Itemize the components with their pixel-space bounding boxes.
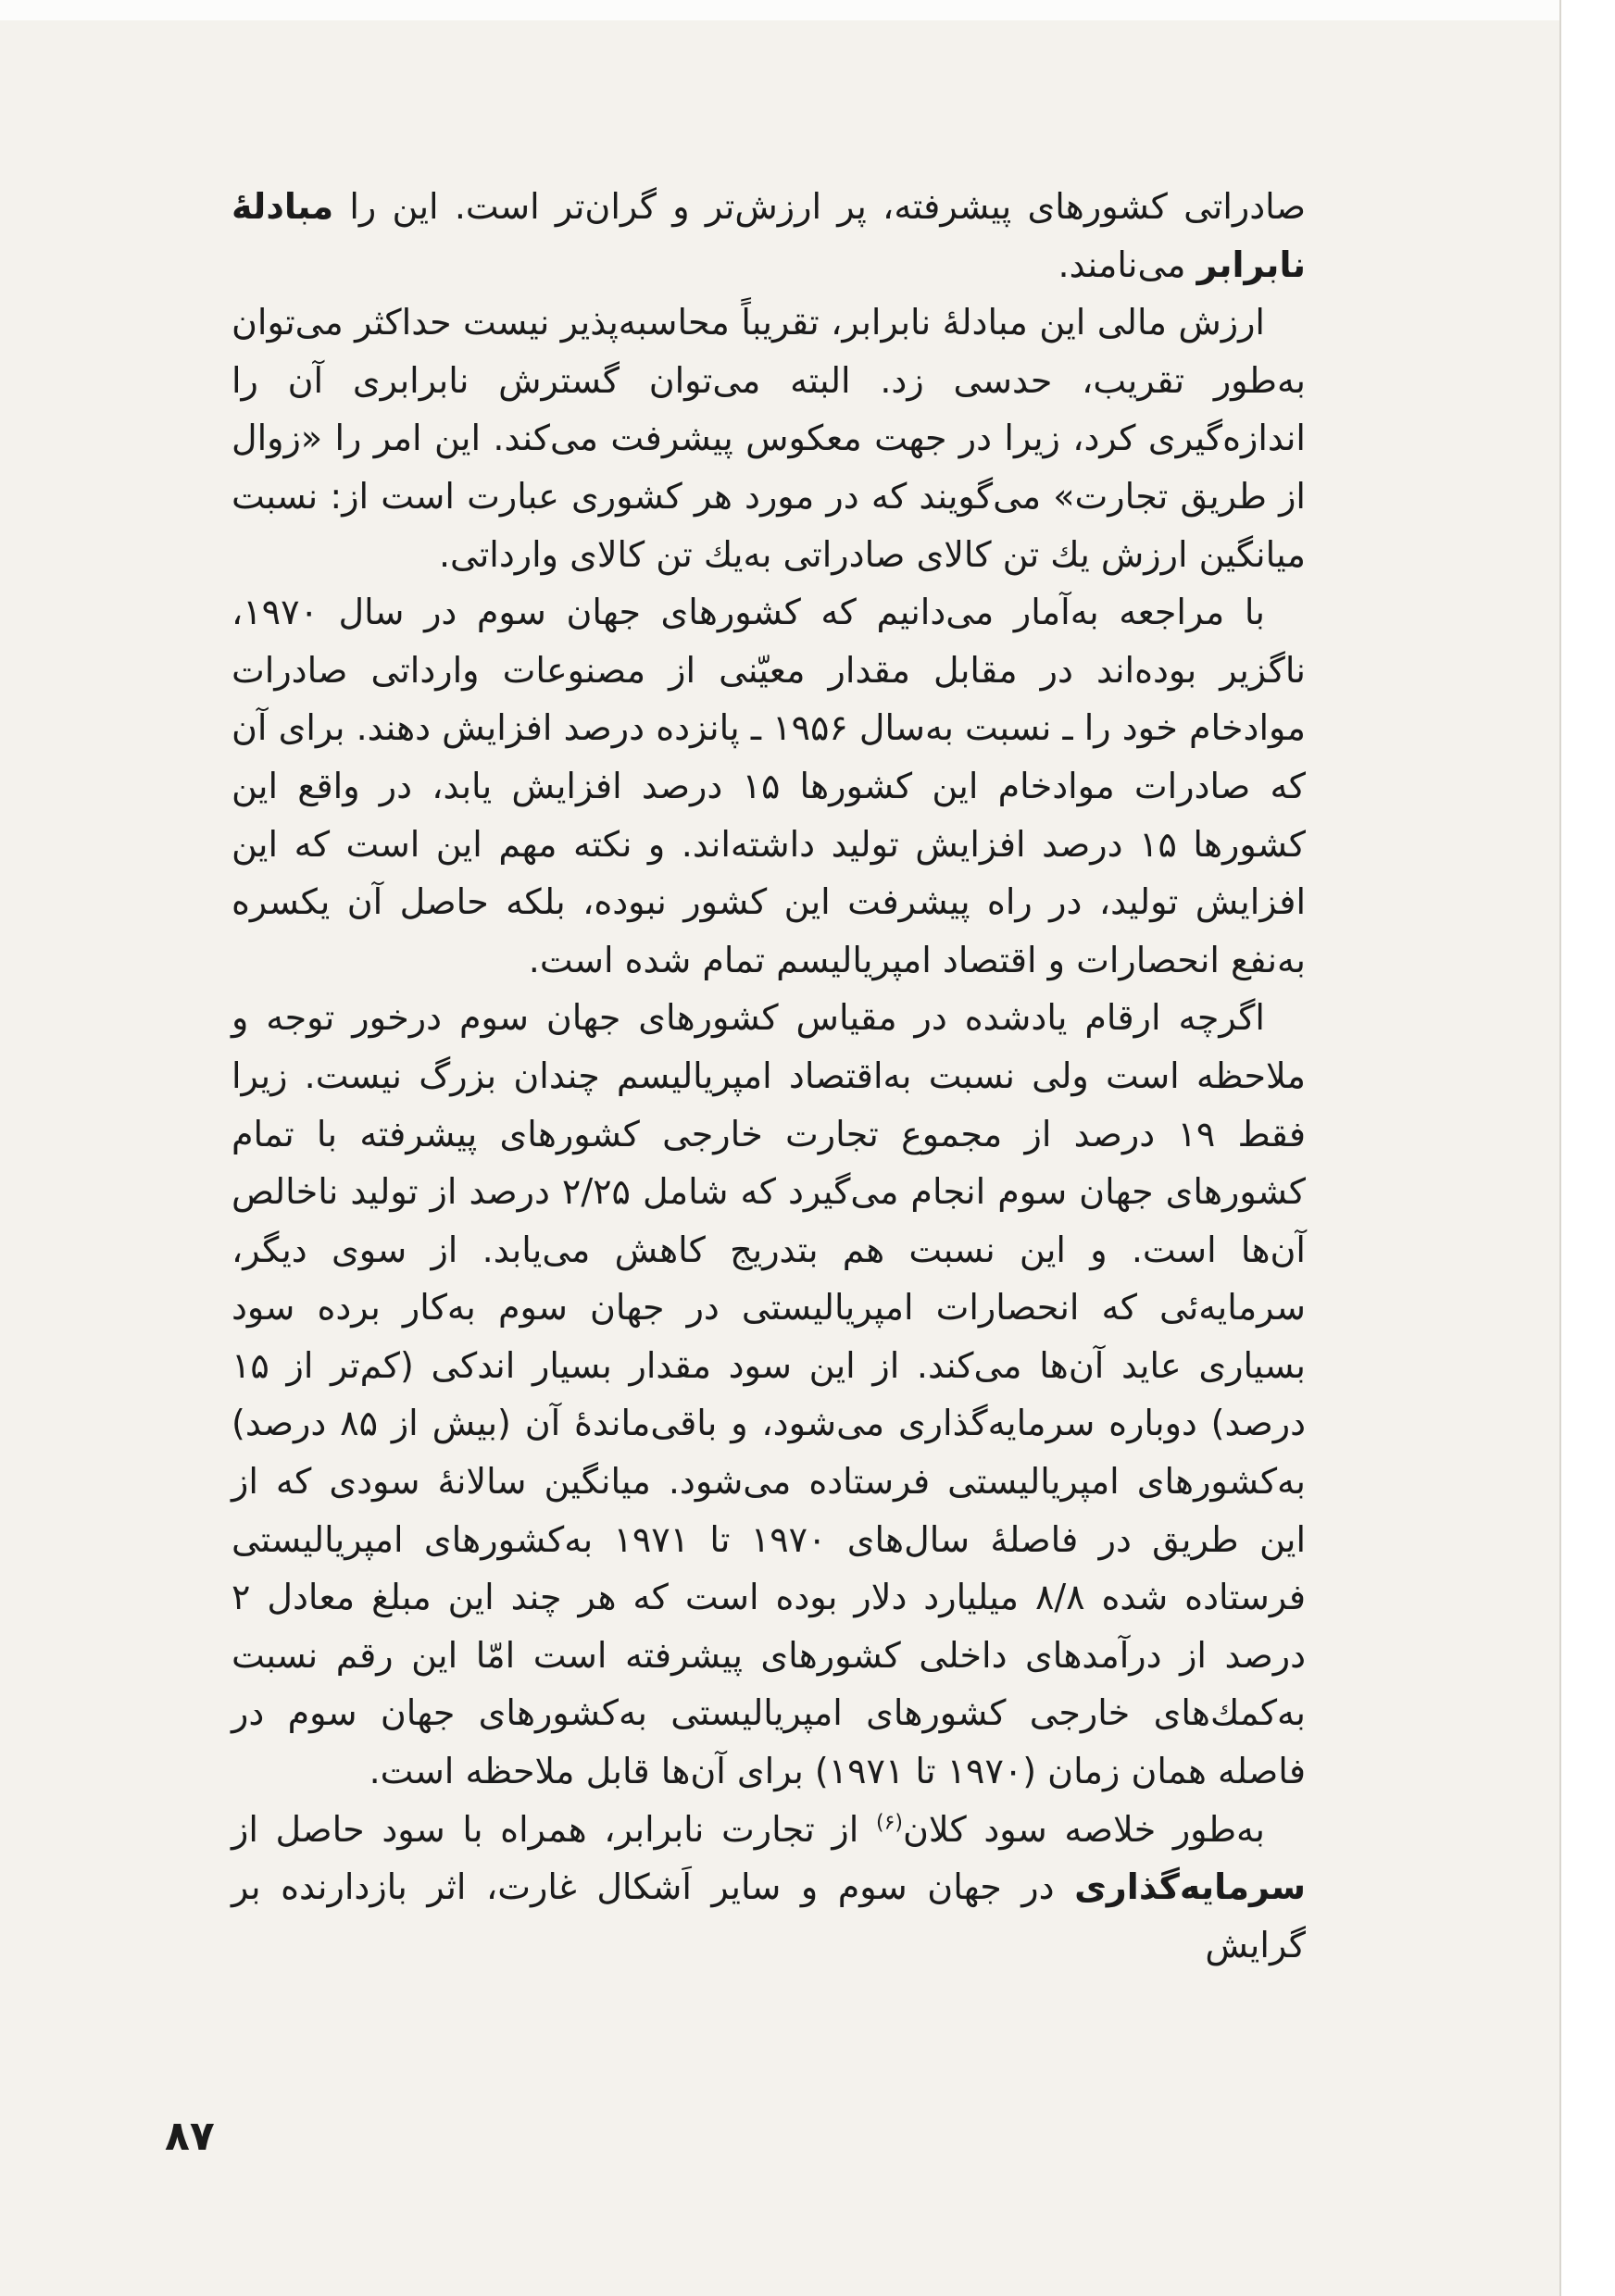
paragraph-2-text: ارزش مالی این مبادلهٔ نابرابر، تقریباً محاسبه‌پذیر نیست حداکثر می‌توان به‌طور تقریب، حدسی زد. البته می‌توان گسترش نابرابری آن را اندازه‌گیری کرد، زیرا در جهت معکوس پیشرفت می‌کند. این امر را «زوال از طریق تجارت» می‌گویند که در مورد هر کشوری عبارت است از: نسبت میانگین ارزش یك تن کالای صادراتی به‌یك تن کالای وارداتی. <box>232 302 1306 575</box>
paragraph-5-text-c: در جهان سوم و سایر اَشکال غارت، اثر بازدارنده بر گرایش <box>232 1866 1306 1965</box>
paragraph-5 <box>232 1801 1306 1975</box>
body-text <box>232 178 1306 1974</box>
term-unequal-exchange: مبادلهٔ نابرابر <box>232 186 1306 285</box>
term-investment: سرمایه‌گذاری <box>1074 1866 1306 1908</box>
paragraph-5-text-a: به‌طور خلاصه سود کلان <box>903 1808 1266 1850</box>
paragraph-1-text-b: می‌نامند. <box>1058 243 1197 285</box>
paragraph-5-text-b: از تجارت نابرابر، همراه با سود حاصل از <box>232 1808 876 1850</box>
paragraph-2 <box>232 293 1306 583</box>
footnote-marker[interactable]: (۶) <box>876 1810 904 1834</box>
paragraph-4-text: اگرچه ارقام یادشده در مقیاس کشورهای جهان سوم درخور توجه و ملاحظه است ولی نسبت به‌اقتصاد امپریالیسم چندان بزرگ نیست. زیرا فقط ۱۹ درصد از مجموع تجارت خارجی کشورهای پیشرفته با تمام کشورهای جهان سوم انجام می‌گیرد که شامل ۲/۲۵ درصد از تولید ناخالص آن‌ها است. و این نسبت هم بتدریج کاهش می‌یابد. از سوی دیگر، سرمایه‌ئی که انحصارات امپریالیستی در جهان سوم به‌کار برده سود بسیاری عاید آن‌ها می‌کند. از این سود مقدار بسیار اندکی (کم‌تر از ۱۵ درصد) دوباره سرمایه‌گذاری می‌شود، و باقی‌ماندهٔ آن (بیش از ۸۵ درصد) به‌کشورهای امپریالیستی فرستاده می‌شود. میانگین سالانهٔ سودی که از این طریق در فاصلهٔ سال‌های ۱۹۷۰ تا ۱۹۷۱ به‌کشورهای امپریالیستی فرستاده شده ۸/۸ میلیارد دلار بوده است که هر چند این مبلغ معادل ۲ درصد از درآمدهای داخلی کشورهای پیشرفته است امّا این رقم نسبت به‌کمك‌های خارجی کشورهای امپریالیستی به‌کشورهای جهان سوم در فاصله همان زمان (۱۹۷۰ تا ۱۹۷۱) برای آن‌ها قابل ملاحظه است. <box>232 997 1307 1792</box>
paragraph-4 <box>232 989 1306 1800</box>
scan-top-edge <box>0 0 1615 20</box>
paragraph-3-text: با مراجعه به‌آمار می‌دانیم که کشورهای جهان سوم در سال ۱۹۷۰، ناگزیر بوده‌اند در مقابل مقدار معیّنی از مصنوعات وارداتی صادرات موادخام خود را ـ نسبت به‌سال ۱۹۵۶ ـ پانزده درصد افزایش دهند. برای آن که صادرات موادخام این کشورها ۱۵ درصد افزایش یابد، در واقع این کشورها ۱۵ درصد افزایش تولید داشته‌اند. و نکته مهم این است که این افزایش تولید، در راه پیشرفت این کشور نبوده، بلکه حاصل آن یکسره به‌نفع انحصارات و اقتصاد امپریالیسم تمام شده است. <box>232 592 1307 980</box>
paragraph-1 <box>232 178 1306 293</box>
scan-right-margin <box>1559 0 1615 2296</box>
page-number: ۸۷ <box>165 2113 215 2160</box>
paragraph-1-text-a: صادراتی کشورهای پیشرفته، پر ارزش‌تر و گران‌تر است. این را <box>333 186 1306 227</box>
paragraph-3 <box>232 583 1306 989</box>
